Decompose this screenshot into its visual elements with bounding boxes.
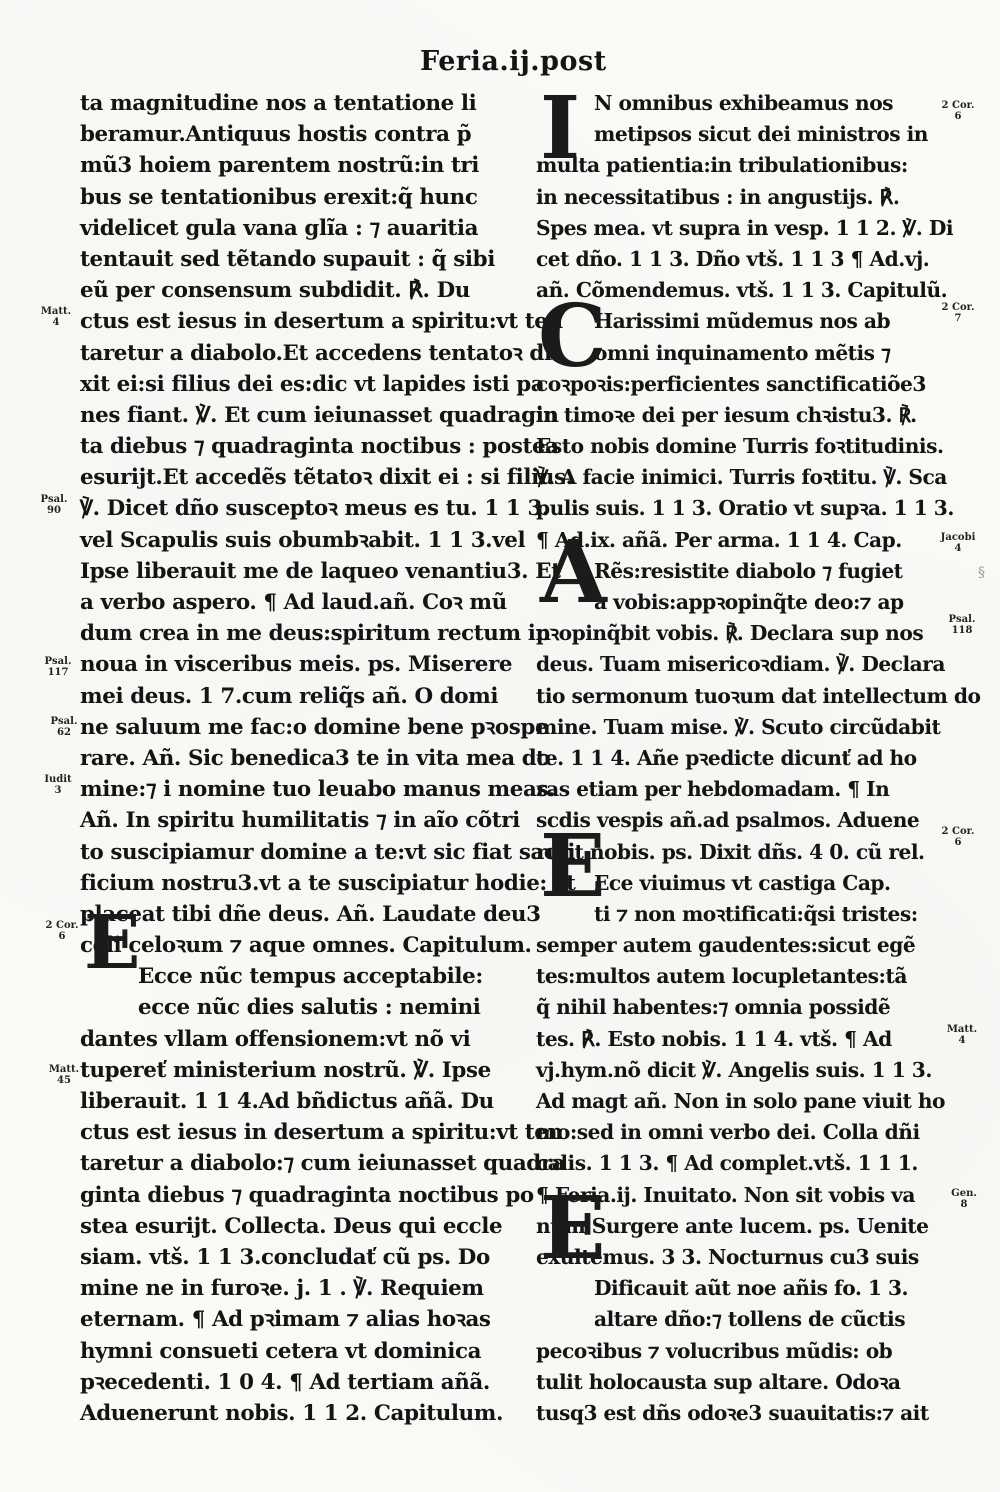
text-line: ¶ Feria.ij. Inuitato. Non sit vobis va <box>536 1182 915 1207</box>
text-line: scdis vespis añ.ad psalmos. Aduene <box>536 808 920 833</box>
text-line: tio sermonum tuoꝛum dat intellectum do <box>536 683 981 708</box>
margin-note: Matt. 4 <box>946 1024 978 1046</box>
decorated-initial: E <box>540 816 606 917</box>
text-line: Dificauit aũt noe añis fo. 1 3. <box>594 1276 909 1301</box>
text-line: stea esurijt. Collecta. Deus qui eccle <box>80 1213 503 1239</box>
text-line: beramur.Antiquus hostis contra p̃ <box>80 122 472 148</box>
text-line: N omnibus exhibeamus nos <box>594 91 894 115</box>
text-line: xit ei:si filius dei es:dic vt lapides isti pa <box>80 371 545 397</box>
text-line: Añ. In spiritu humilitatis ⁊ in aĩo cõtri <box>80 808 520 834</box>
margin-note: Psal. 118 <box>948 614 976 636</box>
text-line: omni inquinamento mẽtis ⁊ <box>594 340 891 365</box>
text-line: tes:multos autem locupletantes:tã <box>536 964 907 989</box>
text-line: ¶ Ad.ix. añã. Per arma. 1 1 4. Cap. <box>536 527 902 552</box>
text-line: to suscipiamur domine a te:vt sic fiat sacri <box>80 839 576 865</box>
text-line: bus se tentationibus erexit:q̃ hunc <box>80 184 478 210</box>
text-line: vj.hym.nõ dicit ℣. Angelis suis. 1 1 3. <box>536 1057 932 1082</box>
text-line: Rẽs:resistite diabolo ⁊ fugiet <box>594 558 903 583</box>
text-line: Esto nobis domine Turris foꝛtitudinis. <box>536 434 944 459</box>
text-line: ecce nũc dies salutis : nemini <box>138 995 481 1021</box>
text-line: ginta diebus ⁊ quadraginta noctibus po <box>80 1182 534 1208</box>
text-line: videlicet gula vana glĩa : ⁊ auaritia <box>80 215 479 241</box>
text-line: mei deus. 1 7.cum reliq̃s añ. O domi <box>80 683 499 709</box>
text-line: celi celoꝛum ⁊ aque omnes. Capitulum. <box>80 933 532 959</box>
text-line: esurijt.Et accedẽs tẽtatoꝛ dixit ei : si filius. <box>80 465 573 491</box>
margin-note: 2 Cor. 7 <box>941 302 975 324</box>
text-line: Ece viuimus vt castiga Cap. <box>594 870 891 895</box>
text-line: vel Scapulis suis obumbꝛabit. 1 1 3.vel <box>80 527 526 553</box>
text-line: ℣. A facie inimici. Turris foꝛtitu. ℣. Sca <box>536 465 947 490</box>
text-line: exultemus. 3 3. Nocturnus cu3 suis <box>536 1244 919 1269</box>
text-line: ta diebus ⁊ quadraginta noctibus : postea <box>80 434 559 460</box>
text-line: a verbo aspero. ¶ Ad laud.añ. Coꝛ mũ <box>80 590 507 615</box>
text-line: placeat tibi dñe deus. Añ. Laudate deu3 <box>80 901 541 927</box>
text-line: mine. Tuam mise. ℣. Scuto circũdabit <box>536 714 941 739</box>
text-line: runt nobis. ps. Dixit dñs. 4 0. cũ rel. <box>536 839 925 864</box>
text-line: pulis suis. 1 1 3. Oratio vt supꝛa. 1 1 3. <box>536 496 954 521</box>
text-line: mine:⁊ i nomine tuo leuabo manus meas. <box>80 777 556 803</box>
text-line: coꝛpoꝛis:perficientes sanctificatiõe3 <box>536 371 926 396</box>
text-line: dantes vllam offensionem:vt nõ vi <box>80 1026 471 1052</box>
text-line: ne saluum me fac:o domine bene pꝛospe <box>80 714 549 740</box>
margin-note: Matt. 4 <box>40 306 72 328</box>
running-head: Feria.ij.post <box>420 46 607 77</box>
text-line: rare. Añ. Sic benedica3 te in vita mea do <box>80 745 551 771</box>
text-line: in necessitatibus : in angustijs. ℟. <box>536 184 900 209</box>
text-line: pꝛopinq̃bit vobis. ℟. Declara sup nos <box>536 621 924 646</box>
text-line: ctus est iesus in desertum a spiritu:vt ten <box>80 1120 563 1146</box>
text-line: ti ⁊ non moꝛtificati:q̃si tristes: <box>594 901 918 926</box>
text-line: añ. Cõmendemus. vtš. 1 1 3. Capitulũ. <box>536 278 948 303</box>
margin-note: Psal. 117 <box>44 656 72 678</box>
text-line: eternam. ¶ Ad pꝛimam ⁊ alias hoꝛas <box>80 1307 491 1333</box>
text-line: metipsos sicut dei ministros in <box>594 122 928 147</box>
margin-note: Iudit 3 <box>44 774 72 796</box>
text-line: q̃ nihil habentes:⁊ omnia possidẽ <box>536 995 891 1020</box>
text-line: pꝛecedenti. 1 0 4. ¶ Ad tertiam añã. <box>80 1369 490 1395</box>
text-line: dum crea in me deus:spiritum rectum in <box>80 621 551 647</box>
margin-note: Psal. 62 <box>50 716 78 738</box>
text-line: ctus est iesus in desertum a spiritu:vt ten <box>80 309 563 335</box>
text-line: semper autem gaudentes:sicut egẽ <box>536 933 916 958</box>
text-line: Spes mea. vt supra in vesp. 1 1 2. ℣. Di <box>536 215 954 240</box>
text-line: eũ per consensum subdidit. ℟. Du <box>80 278 470 304</box>
text-line: in timoꝛe dei per iesum chꝛistu3. ℟. <box>536 402 917 427</box>
text-line: multa patientia:in tribulationibus: <box>536 153 908 178</box>
text-line: nes fiant. ℣. Et cum ieiunasset quadragin <box>80 402 559 428</box>
text-line: liberauit. 1 1 4.Ad bñdictus añã. Du <box>80 1089 494 1114</box>
text-line: taretur a diabolo.Et accedens tentatoꝛ di <box>80 340 552 366</box>
margin-note: 2 Cor. 6 <box>45 920 79 942</box>
decorated-initial: E <box>84 900 141 986</box>
text-line: Ecce nũc tempus acceptabile: <box>138 964 483 990</box>
text-line: siam. vtš. 1 1 3.concludať cũ ps. Do <box>80 1244 490 1270</box>
text-line: altare dño:⁊ tollens de cũctis <box>594 1307 906 1332</box>
text-line: ℣. Dicet dño susceptoꝛ meus es tu. 1 1 3. <box>80 496 549 522</box>
margin-note: Gen. 8 <box>951 1188 977 1210</box>
decorated-initial: C <box>538 286 607 387</box>
text-line: tusq3 est dñs odoꝛe3 suauitatis:⁊ ait <box>536 1400 929 1425</box>
text-line: ta magnitudine nos a tentatione li <box>80 91 477 116</box>
left-column <box>80 88 576 1429</box>
text-line: noua in visceribus meis. ps. Miserere <box>80 652 513 678</box>
margin-note: Psal. 90 <box>40 494 68 516</box>
text-line: deus. Tuam misericoꝛdiam. ℣. Declara <box>536 652 945 677</box>
text-line: mo:sed in omni verbo dei. Colla dñi <box>536 1120 920 1145</box>
decorated-initial: I <box>540 78 581 179</box>
text-line: ras etiam per hebdomadam. ¶ In <box>536 777 890 802</box>
text-line: Aduenerunt nobis. 1 1 2. Capitulum. <box>80 1400 504 1426</box>
decorated-initial: A <box>540 522 607 623</box>
margin-note: 2 Cor. 6 <box>941 826 975 848</box>
text-line: a vobis:appꝛopinq̃te deo:⁊ ap <box>594 590 904 614</box>
margin-note: 2 Cor. 6 <box>941 100 975 122</box>
text-line: tentauit sed tẽtando supauit : q̃ sibi <box>80 246 495 272</box>
text-line: num Surgere ante lucem. ps. Uenite <box>536 1213 929 1238</box>
text-line: tes. ℟. Esto nobis. 1 1 4. vtš. ¶ Ad <box>536 1026 892 1051</box>
text-line: Ipse liberauit me de laqueo venantiu3. Et <box>80 558 561 584</box>
text-line: mine ne in furoꝛe. j. 1 . ℣. Requiem <box>80 1276 484 1302</box>
text-line: tulit holocausta sup altare. Odoꝛa <box>536 1369 901 1394</box>
text-line: taretur a diabolo:⁊ cum ieiunasset quadra <box>80 1151 566 1177</box>
margin-smudge-icon: § <box>978 565 985 581</box>
margin-note: Jacobi 4 <box>940 532 976 554</box>
text-line: Harissimi mũdemus nos ab <box>594 309 891 334</box>
text-line: mũ3 hoiem parentem nostrũ:in tri <box>80 153 480 179</box>
text-line: ficium nostru3.vt a te suscipiatur hodie: vt <box>80 870 576 896</box>
text-line: pecoꝛibus ⁊ volucribus mũdis: ob <box>536 1338 893 1363</box>
text-line: Ad magt añ. Non in solo pane viuit ho <box>536 1089 946 1113</box>
margin-note: Matt. 45 <box>48 1064 80 1086</box>
text-line: calis. 1 1 3. ¶ Ad complet.vtš. 1 1 1. <box>536 1151 918 1176</box>
text-line: hymni consueti cetera vt dominica <box>80 1338 482 1364</box>
text-line: te. 1 1 4. Añe pꝛedicte dicunť ad ho <box>536 745 917 770</box>
text-line: tupereť ministerium nostrũ. ℣. Ipse <box>80 1057 491 1083</box>
text-line: cet dño. 1 1 3. Dño vtš. 1 1 3 ¶ Ad.vj. <box>536 246 930 271</box>
decorated-initial: E <box>540 1178 606 1279</box>
